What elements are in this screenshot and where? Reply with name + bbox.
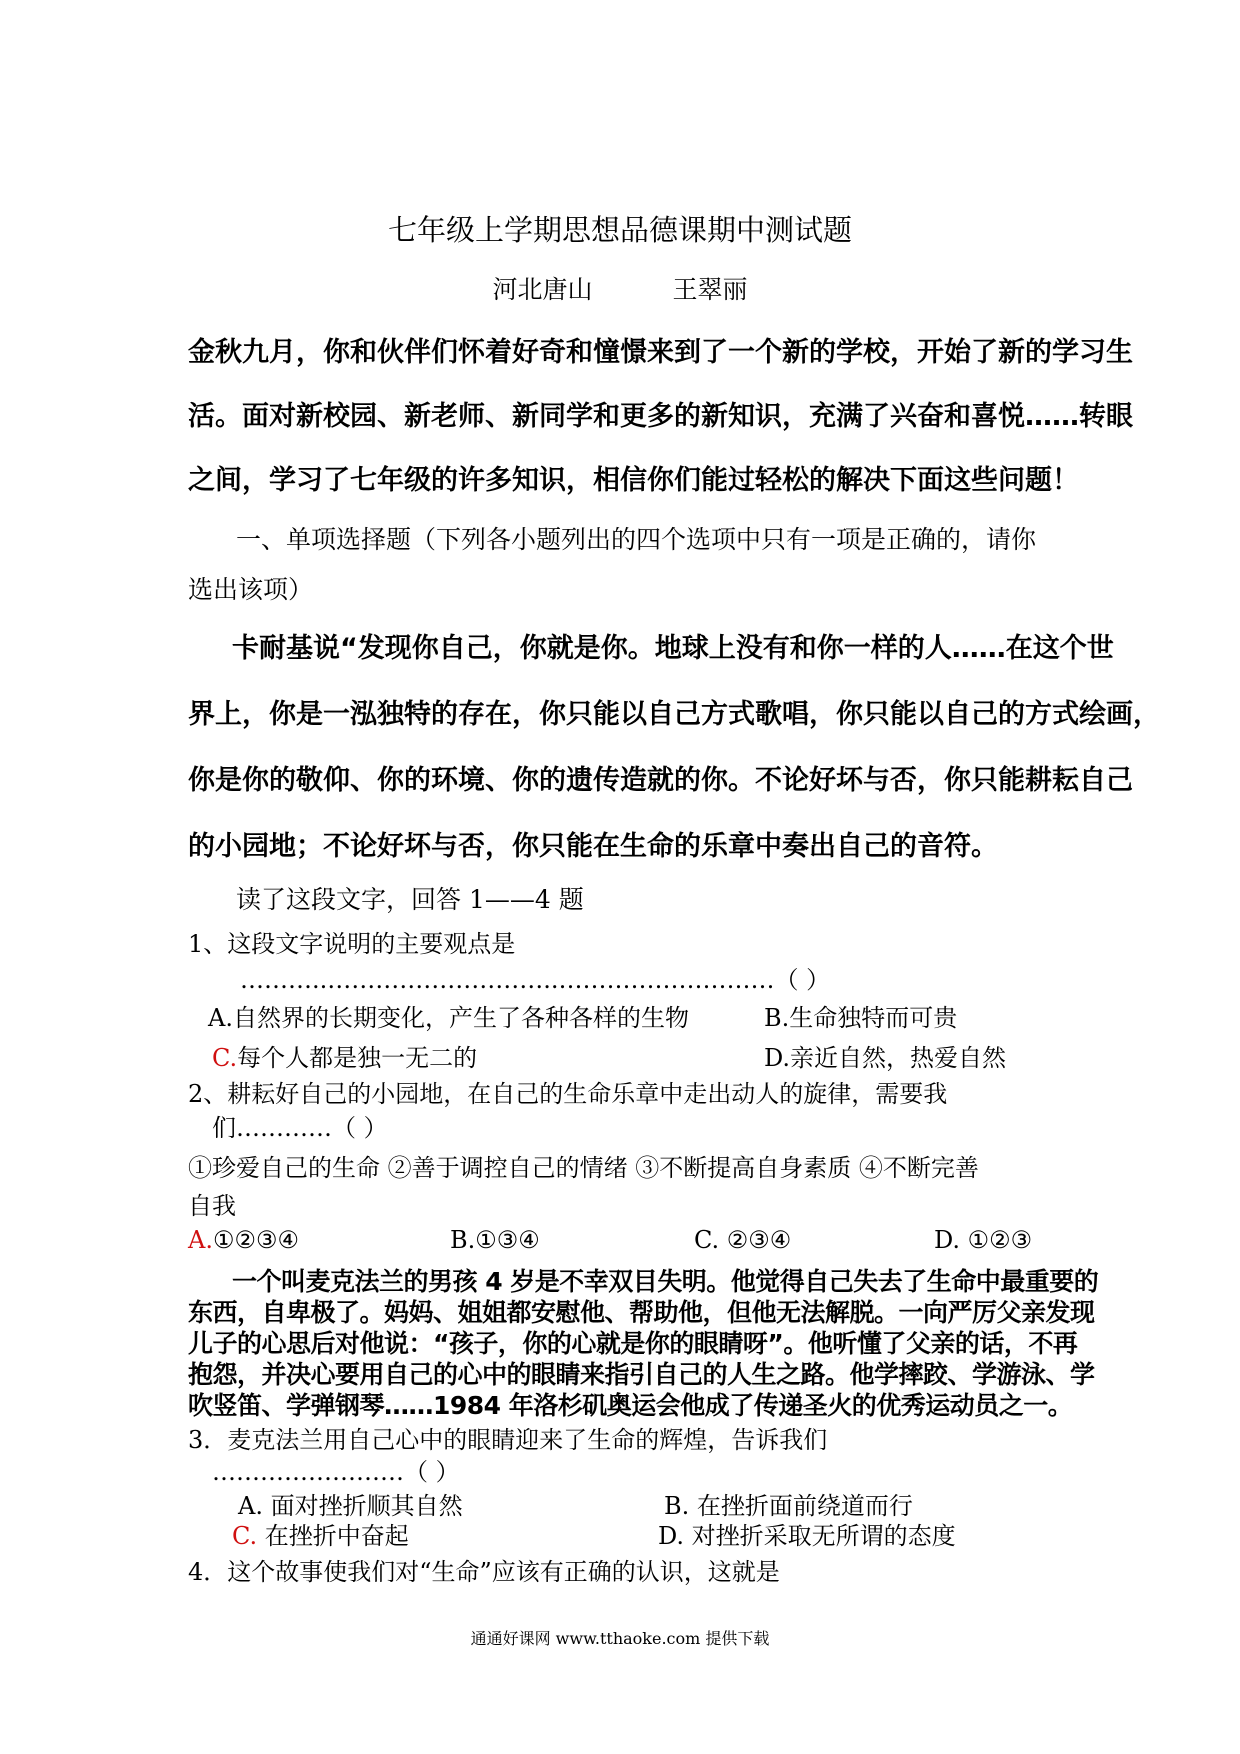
passage1-line-2: 界上，你是一泓独特的存在，你只能以自己方式歌唱，你只能以自己的方式绘画， [188, 699, 1160, 730]
q2-option-c: C. ②③④ [694, 1226, 792, 1254]
q3-option-d: D. 对挫折采取无所谓的态度 [658, 1522, 956, 1550]
q1-answer-dots: ………..………………………..………………………（ ） [240, 966, 831, 994]
section-heading-cont: 选出该项） [188, 575, 314, 604]
section-heading: 一、单项选择题（下列各小题列出的四个选项中只有一项是正确的，请你 [236, 525, 1037, 554]
q1-option-c-text: 每个人都是独一无二的 [237, 1044, 478, 1072]
intro-line-3: 之间，学习了七年级的许多知识，相信你们能过轻松的解决下面这些问题！ [188, 465, 1079, 496]
author-line [0, 270, 1240, 306]
q3-answer-marker: C. [232, 1522, 258, 1550]
document-title: 七年级上学期思想品德课期中测试题 [387, 213, 852, 247]
q2-stem: 2、耕耘好自己的小园地，在自己的生命乐章中走出动人的旋律，需要我 [188, 1080, 948, 1108]
intro-line-2: 活。面对新校园、新老师、新同学和更多的新知识，充满了兴奋和喜悦……转眼 [188, 401, 1133, 432]
q3-option-c-text: 在挫折中奋起 [264, 1522, 409, 1550]
q2-option-a-text: ①②③④ [212, 1226, 300, 1254]
q2-answer-marker: A. [188, 1226, 213, 1254]
passage2-line-3: 儿子的心思后对他说：“孩子，你的心就是你的眼睛呀”。他听懂了父亲的话，不再 [188, 1329, 1078, 1358]
q3-option-b: B. 在挫折面前绕道而行 [664, 1492, 913, 1520]
q3-answer-dots: ……………………（ ） [212, 1458, 460, 1486]
q2-option-a [188, 1226, 299, 1254]
q2-stem-cont: 们…………（ ） [212, 1114, 388, 1142]
q1-option-a: A.自然界的长期变化，产生了各种各样的生物 [208, 1004, 689, 1032]
passage2-line-5: 吹竖笛、学弹钢琴……1984 年洛杉矶奥运会他成了传递圣火的优秀运动员之一。 [188, 1391, 1073, 1420]
q2-items-cont: 自我 [188, 1192, 236, 1220]
q2-items: ①珍爱自己的生命 ②善于调控自己的情绪 ③不断提高自身素质 ④不断完善 [188, 1154, 979, 1182]
passage1-line-4: 的小园地；不论好坏与否，你只能在生命的乐章中奏出自己的音符。 [188, 831, 998, 862]
page-footer: 通通好课网 www.tthaoke.com 提供下载 [470, 1629, 770, 1648]
passage1-line-1: 卡耐基说“发现你自己，你就是你。地球上没有和你一样的人……在这个世 [232, 633, 1114, 664]
passage2-line-4: 抱怨，并决心要用自己的心中的眼睛来指引自己的人生之路。他学摔跤、学游泳、学 [188, 1360, 1095, 1389]
q2-option-d: D. ①②③ [934, 1226, 1033, 1254]
instruction: 读了这段文字，回答 1——4 题 [236, 885, 584, 914]
author-name: 王翠丽 [672, 275, 748, 304]
passage1-line-3: 你是你的敬仰、你的环境、你的遗传造就的你。不论好坏与否，你只能耕耘自己 [188, 765, 1133, 796]
q1-option-c [212, 1038, 477, 1073]
q1-stem: 1、这段文字说明的主要观点是 [188, 930, 516, 958]
q2-option-b: B.①③④ [450, 1226, 540, 1254]
intro-line-1: 金秋九月，你和伙伴们怀着好奇和憧憬来到了一个新的学校，开始了新的学习生 [188, 337, 1133, 368]
passage2-line-1: 一个叫麦克法兰的男孩 4 岁是不幸双目失明。他觉得自己失去了生命中最重要的 [232, 1267, 1099, 1296]
q4-stem: 4．这个故事使我们对“生命”应该有正确的认识，这就是 [188, 1558, 780, 1586]
author-location: 河北唐山 [492, 275, 593, 304]
passage2-line-2: 东西，自卑极了。妈妈、姐姐都安慰他、帮助他，但他无法解脱。一向严厉父亲发现 [188, 1298, 1095, 1327]
q3-option-c [232, 1516, 409, 1551]
q3-stem: 3．麦克法兰用自己心中的眼睛迎来了生命的辉煌，告诉我们 [188, 1426, 828, 1454]
q1-option-b: B.生命独特而可贵 [764, 1004, 958, 1032]
q1-answer-marker: C. [212, 1044, 238, 1072]
q1-option-d: D.亲近自然，热爱自然 [764, 1044, 1007, 1072]
q3-option-a: A. 面对挫折顺其自然 [238, 1492, 463, 1520]
